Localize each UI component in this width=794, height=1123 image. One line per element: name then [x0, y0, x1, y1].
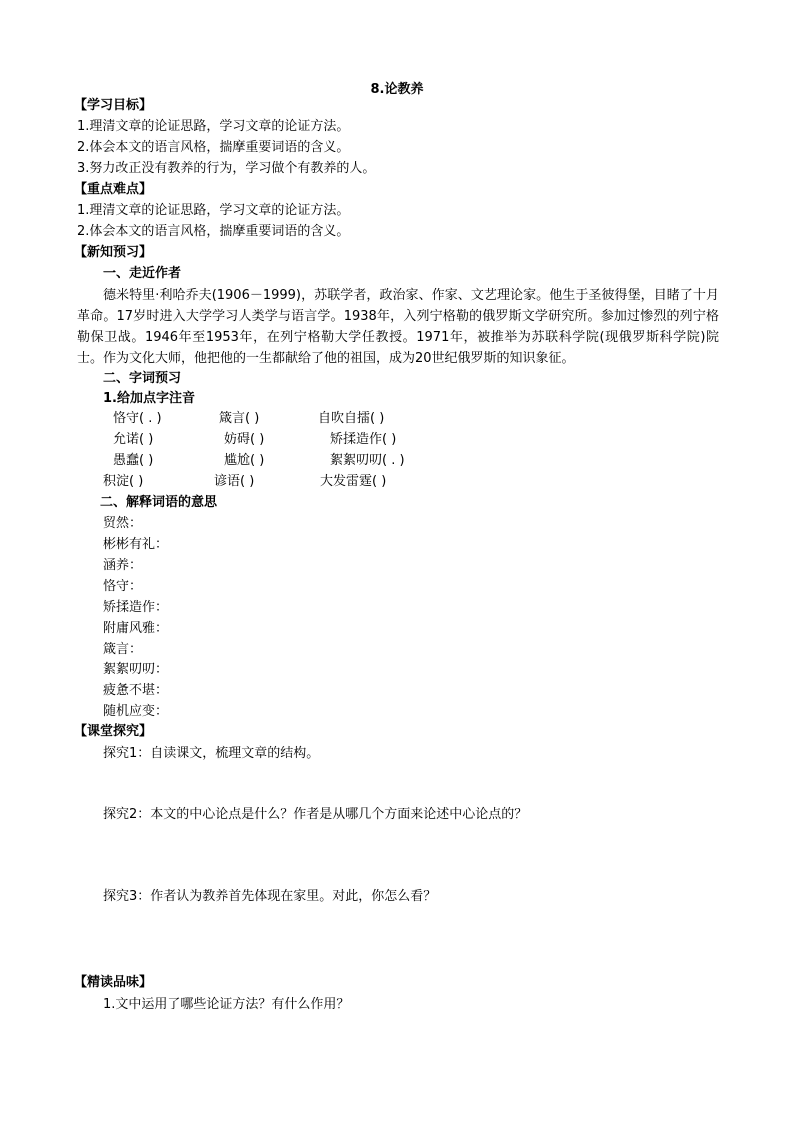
answer-blank[interactable]: ( ) [382, 432, 397, 447]
objective-item: 2.体会本文的语言风格，揣摩重要词语的含义。 [77, 140, 350, 155]
objectives-heading: 【学习目标】 [74, 98, 153, 113]
meaning-item: 贸然： [103, 516, 143, 531]
answer-blank[interactable]: ( ) [240, 474, 255, 489]
answer-blank[interactable]: ( ) [129, 474, 144, 489]
inquiry-item: 探究3：作者认为教养首先体现在家里。对此，你怎么看？ [103, 889, 437, 904]
answer-blank[interactable]: ( . ) [139, 411, 162, 426]
inquiry-heading: 【课堂探究】 [74, 724, 153, 739]
pinyin-item: 恪守( . ) [113, 411, 162, 426]
answer-blank[interactable]: ( ) [250, 432, 265, 447]
meaning-heading: 二、解释词语的意思 [100, 495, 218, 510]
pinyin-item: 妨碍( ) [224, 432, 265, 447]
meaning-item: 恪守： [103, 579, 143, 594]
pinyin-item: 自吹自擂( ) [318, 411, 385, 426]
objective-item: 3.努力改正没有教养的行为，学习做个有教养的人。 [77, 161, 376, 176]
meaning-item: 附庸风雅： [103, 621, 169, 636]
pinyin-item: 积淀( ) [103, 474, 144, 489]
answer-blank[interactable]: ( ) [245, 411, 260, 426]
answer-blank[interactable]: ( ) [139, 432, 154, 447]
pinyin-item: 允诺( ) [113, 432, 154, 447]
pinyin-item: 愚蠢( ) [113, 453, 154, 468]
answer-blank[interactable]: ( . ) [382, 453, 405, 468]
key-point-item: 1.理清文章的论证思路，学习文章的论证方法。 [77, 203, 350, 218]
objective-item: 1.理清文章的论证思路，学习文章的论证方法。 [77, 119, 350, 134]
inquiry-item: 探究1：自读课文，梳理文章的结构。 [103, 746, 320, 761]
answer-blank[interactable]: ( ) [139, 453, 154, 468]
answer-blank[interactable]: ( ) [370, 411, 385, 426]
answer-blank[interactable]: ( ) [372, 474, 387, 489]
meaning-item: 涵养： [103, 558, 143, 573]
author-heading: 一、走近作者 [103, 266, 182, 281]
meaning-item: 随机应变： [103, 704, 169, 719]
answer-blank[interactable]: ( ) [250, 453, 265, 468]
key-point-item: 2.体会本文的语言风格，揣摩重要词语的含义。 [77, 224, 350, 239]
meaning-item: 絮絮叨叨： [103, 662, 169, 677]
pinyin-heading: 1.给加点字注音 [103, 391, 195, 406]
close-reading-heading: 【精读品味】 [74, 975, 153, 990]
vocab-heading: 二、字词预习 [103, 371, 182, 386]
pinyin-item: 矫揉造作( ) [330, 432, 397, 447]
meaning-item: 矫揉造作： [103, 600, 169, 615]
pinyin-item: 大发雷霆( ) [320, 474, 387, 489]
inquiry-item: 探究2：本文的中心论点是什么？作者是从哪几个方面来论述中心论点的？ [103, 807, 528, 822]
pinyin-item: 谚语( ) [214, 474, 255, 489]
preview-heading: 【新知预习】 [74, 245, 153, 260]
page-title: 8.论教养 [370, 82, 424, 97]
close-reading-item: 1.文中运用了哪些论证方法？有什么作用？ [103, 997, 350, 1012]
key-points-heading: 【重点难点】 [74, 182, 153, 197]
pinyin-item: 尴尬( ) [224, 453, 265, 468]
pinyin-item: 絮絮叨叨( . ) [330, 453, 405, 468]
meaning-item: 彬彬有礼： [103, 537, 169, 552]
author-paragraph: 德米特里·利哈乔夫(1906－1999)，苏联学者，政治家、作家、文艺理论家。他生于圣彼得堡，目睹了十月革命。17岁时进入大学学习人类学与语言学。1938年，入列宁格勒的俄罗斯文学研究所。参加过惨烈的列宁格勒保卫战。1946年至1953年，在列宁格勒大学任教授。1971年，被推举为苏联科学院(现俄罗斯科学院)院士。作为文化大师，他把他的一生都献给了他的祖国，成为20世纪俄罗斯的知识象征。 [77, 288, 719, 366]
pinyin-item: 箴言( ) [219, 411, 260, 426]
meaning-item: 箴言： [103, 642, 143, 657]
meaning-item: 疲惫不堪： [103, 683, 169, 698]
